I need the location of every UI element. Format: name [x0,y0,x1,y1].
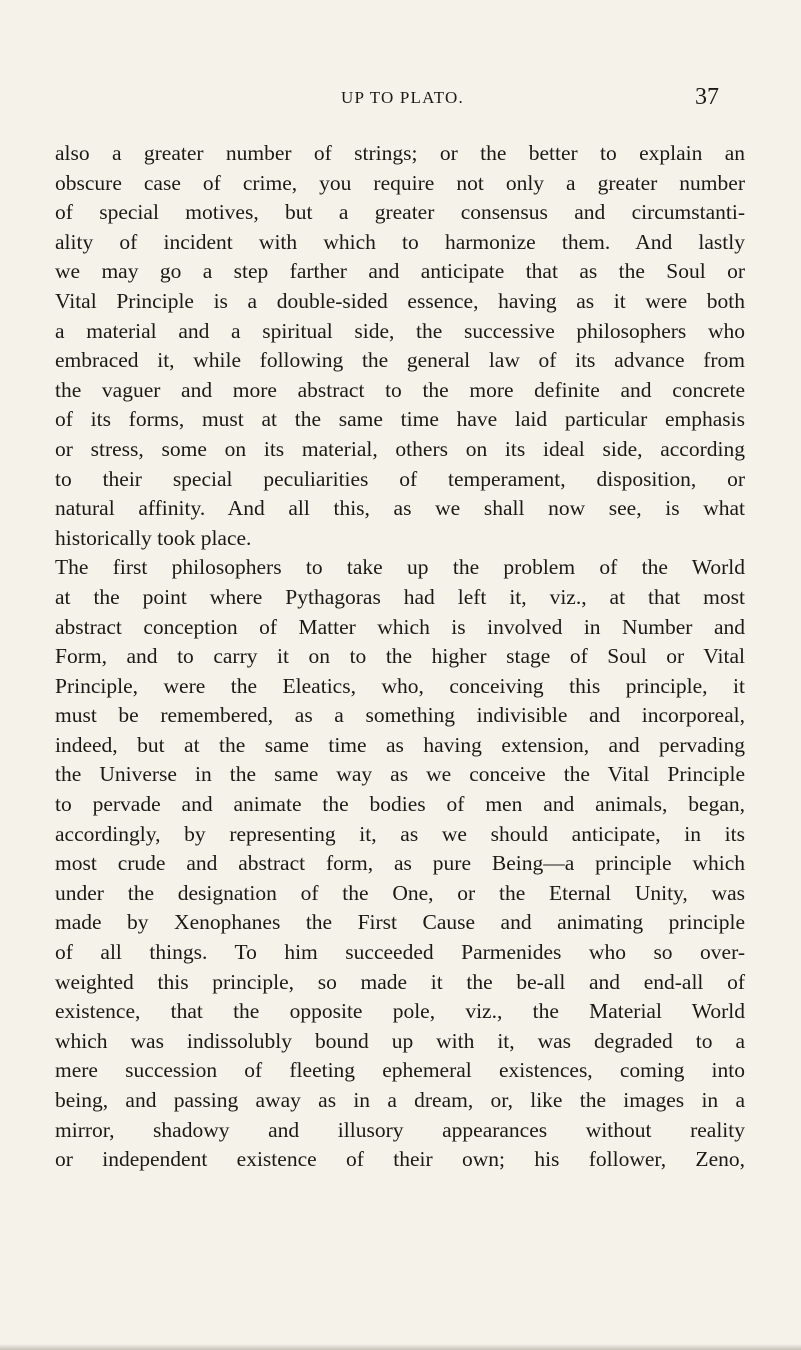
text-line: we may go a step farther and anticipate that as the Soul or [55,259,745,284]
text-line: existence, that the opposite pole, viz., the Material World [55,999,745,1024]
text-line: Form, and to carry it on to the higher stage of Soul or Vital [55,644,745,669]
text-line: of special motives, but a greater consensus and circumstanti- [55,200,745,225]
text-line: mirror, shadowy and illusory appearances without reality [55,1117,745,1142]
page-bottom-edge [0,1344,801,1350]
text-line: historically took place. [55,525,252,550]
text-line: also a greater number of strings; or the better to explain an [55,141,745,165]
body-text [55,139,745,1175]
text-line: The first philosophers to take up the problem of the World [55,555,745,580]
text-line: of its forms, must at the same time have laid particular emphasis [55,407,745,432]
text-line: or independent existence of their own; his follower, Zeno, [55,1147,745,1172]
text-line: being, and passing away as in a dream, or, like the images in a [55,1088,745,1112]
text-line: mere succession of fleeting ephemeral existences, coming into [55,1058,745,1083]
text-line: to pervade and animate the bodies of men and animals, began, [55,792,745,817]
text-line: to their special peculiarities of temperament, disposition, or [55,466,745,491]
text-line: the Universe in the same way as we conceive the Vital Principle [55,762,745,787]
text-line: accordingly, by representing it, as we should anticipate, in its [55,821,745,846]
running-title: UP TO PLATO. [341,88,464,107]
text-line: indeed, but at the same time as having extension, and pervading [55,732,745,757]
text-line: obscure case of crime, you require not only a greater number [55,170,745,195]
text-line: under the designation of the One, or the Eternal Unity, was [55,880,745,905]
text-line: weighted this principle, so made it the be-all and end-all of [55,969,745,994]
running-head [86,86,719,112]
text-line: of all things. To him succeeded Parmenides who so over- [55,940,745,965]
text-line: ality of incident with which to harmonize them. And lastly [55,229,745,254]
text-line: which was indissolubly bound up with it, was degraded to a [55,1028,745,1053]
text-line: Principle, were the Eleatics, who, conceiving this principle, it [55,673,745,698]
text-line: at the point where Pythagoras had left it, viz., at that most [55,584,745,609]
text-line: most crude and abstract form, as pure Being—a principle which [55,851,745,876]
text-line: must be remembered, as a something indivisible and incorporeal, [55,703,745,728]
text-line: natural affinity. And all this, as we shall now see, is what [55,496,745,521]
text-line: abstract conception of Matter which is involved in Number and [55,614,745,639]
text-line: Vital Principle is a double-sided essence, having as it were both [55,288,745,313]
text-line: or stress, some on its material, others on its ideal side, according [55,436,745,461]
text-line: made by Xenophanes the First Cause and animating principle [55,910,745,935]
text-line: a material and a spiritual side, the successive philosophers who [55,318,745,343]
page-number: 37 [695,84,719,110]
text-line: embraced it, while following the general law of its advance from [55,348,745,373]
text-line: the vaguer and more abstract to the more definite and concrete [55,377,745,402]
